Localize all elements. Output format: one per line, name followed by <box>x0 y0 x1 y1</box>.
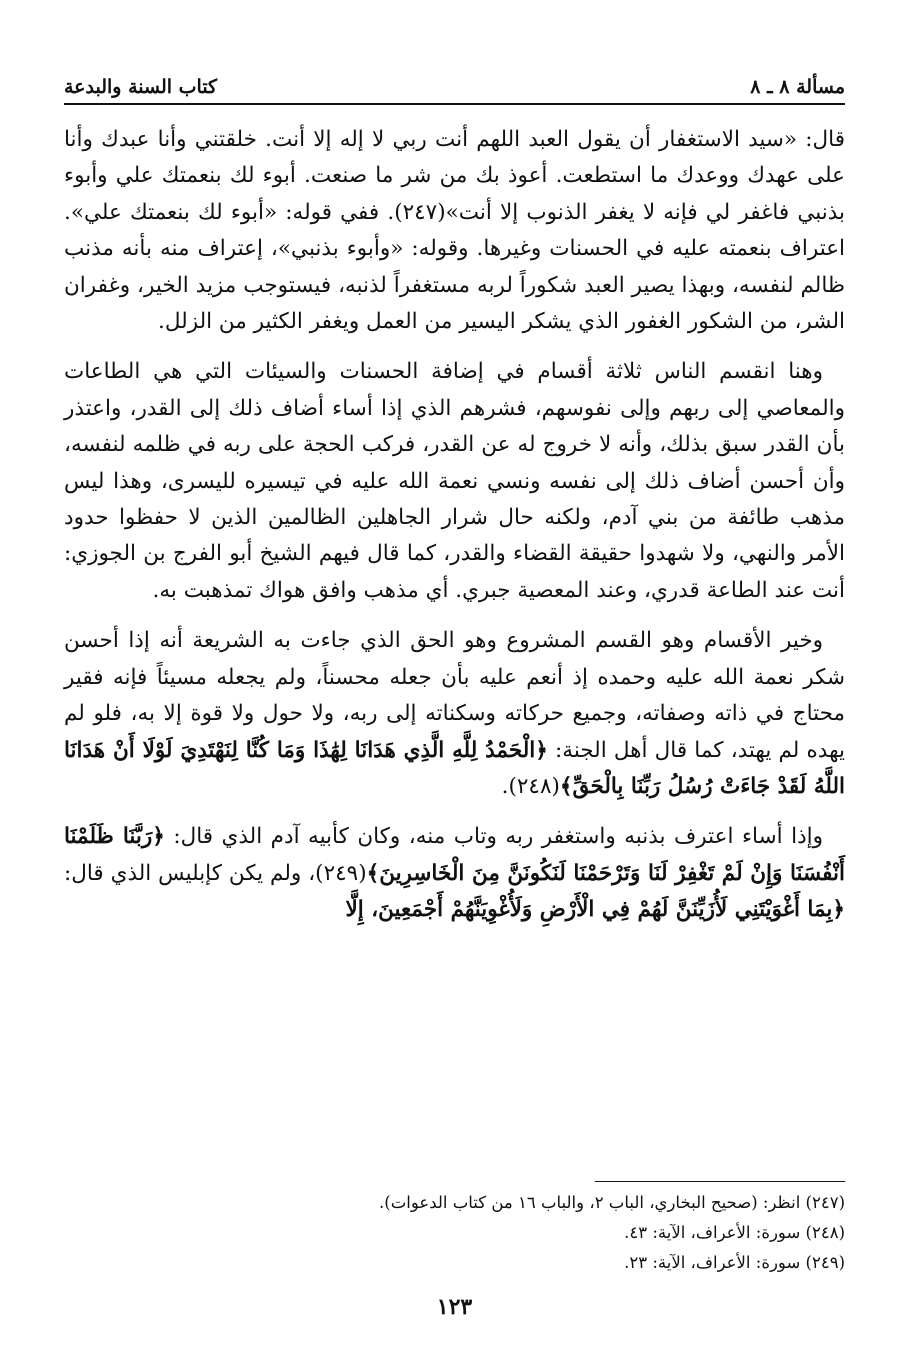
quran-verse-249: ﴿رَبَّنَا ظَلَمْنَا أَنْفُسَنَا وَإِنْ لَمْ تَغْفِرْ لَنَا وَتَرْحَمْنَا لَنَكُونَنَّ مِنَ الْخَاسِرِينَ﴾ <box>64 824 845 886</box>
header-divider <box>64 103 845 105</box>
footnote-ref-248: (٢٤٨). <box>501 773 560 799</box>
main-text <box>64 122 845 943</box>
footnote-249: (٢٤٩) سورة: الأعراف، الآية: ٢٣. <box>624 1253 845 1272</box>
paragraph-3 <box>64 623 845 805</box>
quran-verse-iblis: ﴿بِمَا أَغْوَيْتَنِي لَأُزَيِّنَنَّ لَهُمْ فِي الْأَرْضِ وَلَأُغْوِيَنَّهُمْ أَجْمَعِينَ، إِلَّا <box>345 897 845 923</box>
footnotes <box>64 1188 845 1278</box>
header-issue-number: مسألة ٨ ـ ٨ <box>750 76 845 98</box>
paragraph-4 <box>64 819 845 928</box>
footnote-248: (٢٤٨) سورة: الأعراف، الآية: ٤٣. <box>624 1223 845 1242</box>
header-book-title: كتاب السنة والبدعة <box>64 76 218 98</box>
paragraph-4-text: وإذا أساء اعترف بذنبه واستغفر ربه وتاب منه، وكان كأبيه آدم الذي قال: <box>173 824 823 850</box>
paragraph-3-text: وخير الأقسام وهو القسم المشروع وهو الحق الذي جاءت به الشريعة أنه إذا أحسن شكر نعمة الله عليه وحمده إذ أنعم عليه بأن جعله محسناً، ولم يجعله مسيئاً فإنه فقير محتاج في ذاته وصفاته، وجميع حركاته وسكناته إلى ربه، ولا حول ولا قوة إلا به، فلو لم يهده لم يهتد، كما قال أهل الجنة: <box>64 628 845 763</box>
footnote-247: (٢٤٧) انظر: (صحيح البخاري، الباب ٢، والباب ١٦ من كتاب الدعوات). <box>379 1193 845 1212</box>
footnote-ref-249: (٢٤٩)، ولم يكن كإبليس الذي قال: <box>64 860 367 886</box>
running-header <box>64 62 845 98</box>
page-number: ١٢٣ <box>436 1294 473 1320</box>
paragraph-1: قال: «سيد الاستغفار أن يقول العبد اللهم أنت ربي لا إله إلا أنت. خلقتني وأنا عبدك وأنا على عهدك ووعدك ما استطعت. أعوذ بك من شر ما صنعت. أبوء لك بنعمتك علي وأبوء بذنبي فاغفر لي فإنه لا يغفر الذنوب إلا أنت»(٢٤٧). ففي قوله: «أبوء لك بنعمتك علي». اعتراف بنعمته عليه في الحسنات وغيرها. وقوله: «وأبوء بذنبي»، إعتراف منه بأنه مذنب ظالم لنفسه، وبهذا يصير العبد شكوراً لربه مستغفراً لذنبه، فيستوجب مزيد الخير، وغفران الشر، من الشكور الغفور الذي يشكر اليسير من العمل ويغفر الكثير من الزلل. <box>64 127 845 335</box>
footnote-divider <box>595 1181 845 1182</box>
paragraph-2: وهنا انقسم الناس ثلاثة أقسام في إضافة الحسنات والسيئات التي هي الطاعات والمعاصي إلى ربهم وإلى نفوسهم، فشرهم الذي إذا أساء أضاف ذلك إلى القدر، واعتذر بأن القدر سبق بذلك، وأنه لا خروج له عن القدر، فركب الحجة على ربه في ظلمه لنفسه، وأن أحسن أضاف ذلك إلى نفسه ونسي نعمة الله عليه في تيسيره لليسرى، وهذا ليس مذهب طائفة من بني آدم، ولكنه حال شرار الجاهلين الظالمين الذين لا حفظوا حدود الأمر والنهي، ولا شهدوا حقيقة القضاء والقدر، كما قال فيهم الشيخ أبو الفرج بن الجوزي: أنت عند الطاعة قدري، وعند المعصية جبري. أي مذهب وافق هواك تمذهبت به. <box>64 359 845 603</box>
quran-verse-248: ﴿الْحَمْدُ لِلَّهِ الَّذِي هَدَانَا لِهَٰذَا وَمَا كُنَّا لِنَهْتَدِيَ لَوْلَا أَنْ هَدَانَا اللَّهُ لَقَدْ جَاءَتْ رُسُلُ رَبِّنَا بِالْحَقِّ﴾ <box>64 737 845 799</box>
